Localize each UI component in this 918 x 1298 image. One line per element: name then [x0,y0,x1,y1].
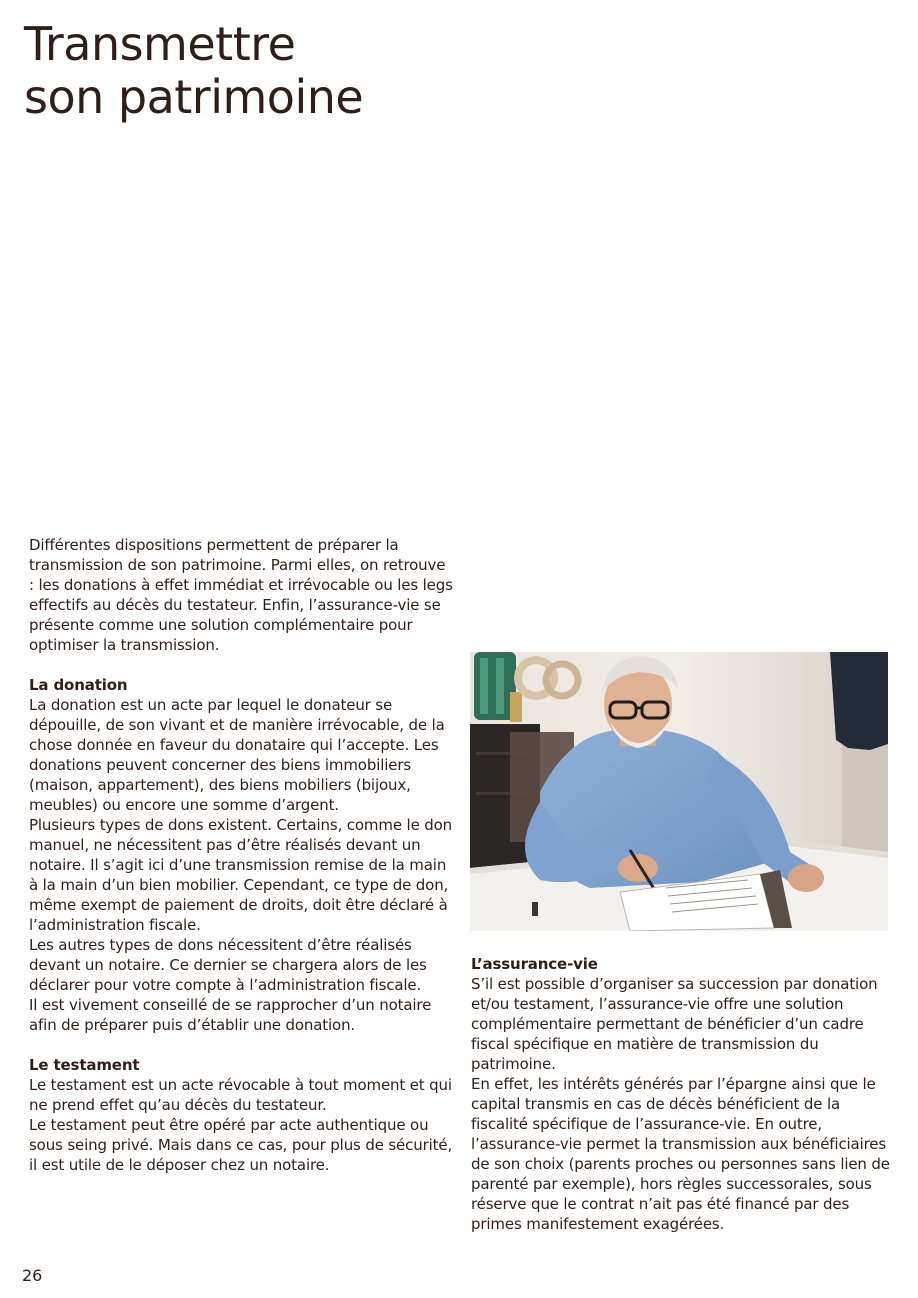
intro-paragraph: Différentes dispositions permettent de préparer la transmission de son patrimoine. Parmi elles, on retrouve : les donations à effet immédiat et irrévocable ou les legs effectifs au décès du testateur. Enfin, l’assurance-vie se présente comme une solution complémentaire pour optimiser la transmission. [29,536,453,654]
donation-paragraph-4: Il est vivement conseillé de se rapprocher d’un notaire afin de préparer puis d’établir une donation. [29,996,432,1034]
donation-heading: La donation [29,676,128,694]
title-line-2: son patrimoine [24,70,364,124]
page-title [24,18,363,124]
donation-paragraph-3: Les autres types de dons nécessitent d’être réalisés devant un notaire. Ce dernier se chargera alors de les déclarer pour votre compte à l’administration fiscale. [29,936,427,994]
donation-paragraph-1: La donation est un acte par lequel le donateur se dépouille, de son vivant et de manière irrévocable, de la chose donnée en faveur du donataire qui l’accepte. Les donations peuvent concerner des biens immobiliers (maison, appartement), des biens mobiliers (bijoux, meubles) ou encore une somme d’argent. [29,696,445,814]
page-number: 26 [22,1266,43,1285]
left-column [29,535,454,1175]
testament-paragraph-1: Le testament est un acte révocable à tout moment et qui ne prend effet qu’au décès du testateur. [29,1076,452,1114]
donation-paragraph-2: Plusieurs types de dons existent. Certains, comme le don manuel, ne nécessitent pas d’être réalisés devant un notaire. Il s’agit ici d’une transmission remise de la main à la main d’un bien mobilier. Cependant, ce type de don, même exempt de paiement de droits, doit être déclaré à l’administration fiscale. [29,816,453,934]
title-line-1: Transmettre [24,17,296,71]
photo-man-signing-document [470,652,888,931]
testament-heading: Le testament [29,1056,140,1074]
assurance-vie-paragraph-2: En effet, les intérêts générés par l’épargne ainsi que le capital transmis en cas de décès bénéficient de la fiscalité spécifique de l’assurance-vie. En outre, l’assurance-vie permet la transmission aux bénéficiaires de son choix (parents proches ou personnes sans lien de parenté par exemple), hors règles successorales, sous réserve que le contrat n’ait pas été financé par des primes manifestement exagérées. [471,1075,890,1233]
testament-paragraph-2: Le testament peut être opéré par acte authentique ou sous seing privé. Mais dans ce cas, pour plus de sécurité, il est utile de le déposer chez un notaire. [29,1116,453,1174]
photo-illustration [470,652,888,931]
assurance-vie-paragraph-1: S’il est possible d’organiser sa succession par donation et/ou testament, l’assurance-vie offre une solution complémentaire permettant de bénéficier d’un cadre fiscal spécifique en matière de transmission du patrimoine. [471,975,878,1073]
right-column [471,954,896,1234]
assurance-vie-heading: L’assurance-vie [471,955,598,973]
